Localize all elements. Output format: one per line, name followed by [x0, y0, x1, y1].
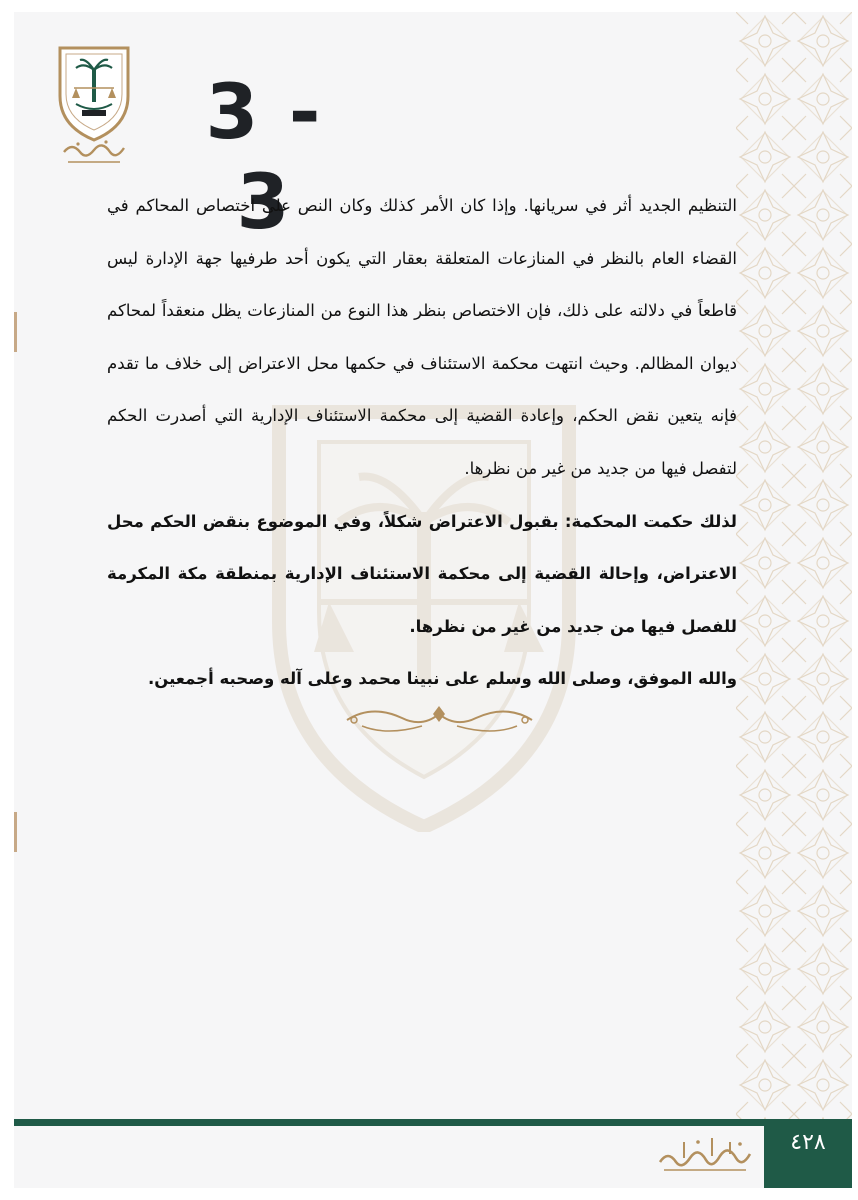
gold-flourish-ornament — [342, 700, 537, 740]
document-page — [14, 12, 852, 1188]
section-number: 3 - 3 — [205, 67, 323, 246]
page-number: ٤٢٨ — [764, 1126, 852, 1188]
diwan-calligraphy-logo — [654, 1128, 754, 1180]
paragraph-verdict: لذلك حكمت المحكمة: بقبول الاعتراض شكلاً، وفي الموضوع بنقض الحكم محل الاعتراض، وإحالة القضية إلى محكمة الاستئناف الإدارية بمنطقة مكة المكرمة للفصل فيها من جديد من غير من نظرها. — [107, 511, 737, 636]
binding-mark — [14, 812, 17, 852]
decorative-pattern-strip — [736, 12, 852, 1120]
judgment-text — [107, 180, 737, 699]
binding-mark — [14, 312, 17, 352]
footer-bar — [14, 1119, 852, 1126]
diwan-emblem-logo — [56, 34, 132, 180]
paragraph-closing: والله الموفق، وصلى الله وسلم على نبينا محمد وعلى آله وصحبه أجمعين. — [147, 669, 737, 689]
paragraph-reasoning: التنظيم الجديد أثر في سريانها. وإذا كان الأمر كذلك وكان النص على اختصاص المحاكم في القضاء العام بالنظر في المنازعات المتعلقة بعقار التي يكون أحد طرفيها جهة الإدارة ليس قاطعاً في دلالته على ذلك، فإن الاختصاص بنظر هذا النوع من المنازعات يظل منعقداً لمحاكم ديوان المظالم. وحيث انتهت محكمة الاستئناف في حكمها محل الاعتراض إلى خلاف ما تقدم فإنه يتعين نقض الحكم، وإعادة القضية إلى محكمة الاستئناف الإدارية التي أصدرت الحكم لتفصل فيها من جديد من غير من نظرها. — [107, 196, 737, 478]
